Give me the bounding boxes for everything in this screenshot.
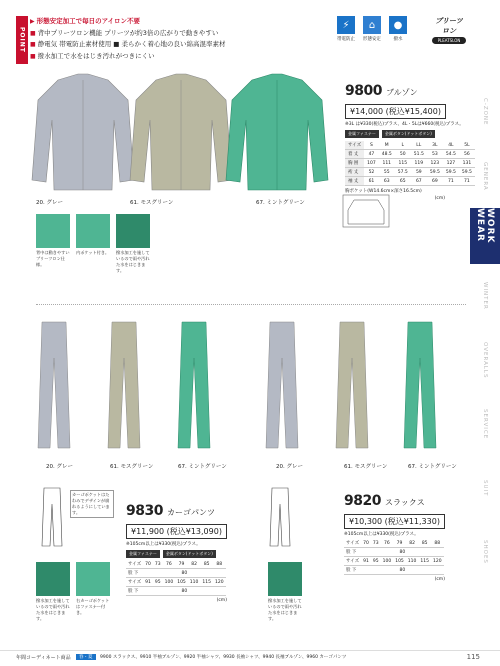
table-cell: 48.5 bbox=[379, 150, 395, 159]
table-row bbox=[126, 587, 226, 596]
feature-text: 背中プリーツロン機能 プリーツが約3倍の広がりで動きやすい bbox=[37, 28, 219, 37]
cargo-note-box bbox=[70, 490, 114, 518]
table-cell: L bbox=[395, 141, 411, 150]
table-cell: 110 bbox=[407, 558, 417, 564]
detail-photo bbox=[76, 214, 110, 248]
table-cell: 80 bbox=[143, 569, 225, 578]
detail-text: 撥水加工を施しているので雨や汚れた水をはじきます。 bbox=[36, 598, 70, 621]
feature-points bbox=[30, 16, 320, 62]
color-caption: 67. ミントグリーン bbox=[256, 200, 305, 206]
table-cell: 股 下 bbox=[126, 569, 143, 578]
table-row bbox=[345, 168, 475, 177]
table-row bbox=[345, 150, 475, 159]
table-cell: 82 bbox=[406, 539, 419, 548]
point-tab: POINT bbox=[16, 16, 28, 64]
table-cell: 71 bbox=[443, 177, 459, 186]
feature-text: 形態安定加工で毎日のアイロン不要 bbox=[36, 17, 141, 25]
shape-stable-badge bbox=[362, 16, 382, 42]
pants-grey bbox=[38, 322, 70, 448]
product-name: カーゴパンツ bbox=[166, 508, 215, 517]
product-price: ¥10,300 (税込¥11,330) bbox=[344, 514, 445, 529]
brand-name: プリーツロン bbox=[435, 17, 463, 35]
table-cell: 115 bbox=[202, 579, 211, 585]
brand-sub: PLEATSLON bbox=[432, 37, 466, 44]
jacket-detail-row bbox=[36, 214, 150, 274]
table-cell: 120 bbox=[214, 579, 224, 585]
season-tag: 春・夏 bbox=[76, 654, 96, 660]
jacket-mint-image bbox=[222, 70, 332, 200]
water-drop-icon: ● bbox=[389, 16, 407, 34]
pants-moss bbox=[108, 322, 140, 448]
table-cell: 股 下 bbox=[344, 566, 361, 575]
table-row bbox=[344, 539, 444, 548]
slacks-moss bbox=[336, 322, 368, 448]
page-footer bbox=[0, 650, 500, 666]
table-cell: 73 bbox=[372, 540, 379, 546]
table-cell: 115 bbox=[420, 558, 429, 564]
table-cell: 59 bbox=[411, 168, 427, 177]
table-cell: 着 丈 bbox=[345, 150, 364, 159]
unit-label: (cm) bbox=[434, 196, 445, 201]
spec-tag: 金属ファスナー bbox=[126, 550, 160, 558]
size-table bbox=[344, 539, 444, 575]
slacks-grey bbox=[266, 322, 298, 448]
table-cell: サイズ bbox=[344, 557, 361, 566]
table-cell: 115 bbox=[395, 159, 411, 168]
detail-photo bbox=[76, 562, 110, 596]
table-cell: 47 bbox=[364, 150, 379, 159]
table-cell: 胸 囲 bbox=[345, 159, 364, 168]
table-cell: サイズ bbox=[126, 578, 143, 587]
color-caption: 67. ミントグリーン bbox=[178, 464, 227, 470]
table-cell: 59.5 bbox=[459, 168, 475, 177]
slacks-gallery bbox=[262, 318, 462, 458]
table-cell: 91 bbox=[363, 558, 369, 564]
slacks-schematic bbox=[268, 486, 292, 548]
detail-item bbox=[116, 214, 150, 274]
jacket-moss-image bbox=[126, 70, 236, 200]
brand-logo bbox=[432, 16, 466, 44]
table-cell: 105 bbox=[177, 579, 186, 585]
product-9820-spec bbox=[344, 490, 445, 582]
product-name: ブルゾン bbox=[385, 88, 418, 97]
cargo-note: カーゴポケットはたわみでデザインが崩れるようにしています。 bbox=[70, 490, 114, 518]
table-cell: LL bbox=[411, 141, 427, 150]
table-cell: S bbox=[364, 141, 379, 150]
table-cell: サイズ bbox=[346, 541, 360, 546]
table-row bbox=[126, 569, 226, 578]
detail-text: 右カーゴポケットはファスナー付き。 bbox=[76, 598, 110, 615]
table-cell: 79 bbox=[393, 539, 406, 548]
table-cell: 3L bbox=[427, 141, 443, 150]
pocket-note: 胸ポケット(W14.6cm×深さ16.5cm) bbox=[345, 189, 422, 194]
table-row bbox=[344, 557, 444, 566]
table-cell: 85 bbox=[418, 539, 431, 548]
slacks-mint bbox=[404, 322, 436, 448]
table-cell: 111 bbox=[379, 159, 395, 168]
bullet-icon: ■ bbox=[30, 29, 36, 37]
bullet-icon: ■ bbox=[30, 41, 36, 48]
detail-item bbox=[76, 214, 110, 274]
table-cell: 76 bbox=[381, 539, 394, 548]
feature-icons bbox=[336, 16, 408, 42]
detail-item bbox=[36, 562, 70, 622]
table-cell: 65 bbox=[395, 177, 411, 186]
detail-photo bbox=[36, 214, 70, 248]
product-code: 9800 bbox=[345, 83, 382, 99]
table-cell: 105 bbox=[395, 558, 404, 564]
size-table bbox=[345, 141, 475, 186]
table-row bbox=[345, 159, 475, 168]
table-cell: 股 下 bbox=[126, 587, 143, 596]
feature-point bbox=[30, 51, 320, 63]
unit-label: (cm) bbox=[216, 598, 227, 603]
table-cell: 73 bbox=[154, 561, 161, 567]
price-note: ※105cm以上は¥330(税込)プラス。 bbox=[126, 542, 201, 547]
detail-photo bbox=[36, 562, 70, 596]
water-repellent-badge bbox=[388, 16, 408, 42]
product-code: 9820 bbox=[344, 493, 381, 509]
arrow-icon: ▶ bbox=[30, 18, 35, 25]
color-caption: 20. グレー bbox=[36, 200, 63, 206]
color-caption: 61. モスグリーン bbox=[130, 200, 174, 206]
table-cell: 53 bbox=[427, 150, 443, 159]
tab-overalls[interactable] bbox=[470, 328, 500, 392]
table-cell: 67 bbox=[411, 177, 427, 186]
feature-text: 撥水加工で水をはじき汚れがつきにくい bbox=[37, 51, 155, 60]
detail-item bbox=[268, 562, 302, 622]
tab-label: SUIT bbox=[482, 479, 488, 497]
table-cell: 裄 丈 bbox=[345, 168, 364, 177]
slacks-detail-row bbox=[268, 562, 302, 622]
antistatic-badge bbox=[336, 16, 356, 42]
table-cell: サイズ bbox=[345, 141, 364, 150]
table-row bbox=[345, 177, 475, 186]
table-cell: 119 bbox=[411, 159, 427, 168]
table-cell: 95 bbox=[372, 558, 379, 564]
table-cell: 57.5 bbox=[395, 168, 411, 177]
jacket-back-schematic bbox=[342, 194, 390, 228]
table-cell: 61 bbox=[364, 177, 379, 186]
table-cell: 55 bbox=[379, 168, 395, 177]
table-row bbox=[126, 578, 226, 587]
detail-text: 撥水加工を施しているので雨や汚れた水をはじきます。 bbox=[116, 250, 150, 273]
table-cell: 50 bbox=[395, 150, 411, 159]
pants-detail-row bbox=[36, 562, 110, 622]
product-9830-spec bbox=[126, 500, 227, 603]
tab-label: WINTER bbox=[482, 282, 488, 310]
table-cell: 76 bbox=[163, 560, 176, 569]
detail-item bbox=[76, 562, 110, 622]
tab-label: WORK WEAR bbox=[475, 208, 495, 244]
table-cell: 88 bbox=[213, 560, 226, 569]
table-row bbox=[345, 141, 475, 150]
table-cell: 123 bbox=[427, 159, 443, 168]
size-table bbox=[126, 560, 226, 596]
spec-tag: 金属ファスナー bbox=[345, 130, 379, 138]
table-cell: サイズ bbox=[128, 562, 142, 567]
tab-label: C-ZONE bbox=[482, 98, 488, 126]
table-cell: 127 bbox=[443, 159, 459, 168]
feature-text: 静電気 帯電防止素材使用 ■ 柔らかく着心地の良い綿高混率素材 bbox=[37, 40, 226, 48]
cargo-pants-gallery bbox=[36, 318, 236, 458]
tab-label: OVERALLS bbox=[482, 341, 488, 379]
table-cell: 80 bbox=[361, 548, 443, 557]
color-caption: 61. モスグリーン bbox=[110, 464, 154, 470]
jacket-gallery bbox=[28, 70, 328, 210]
table-cell: 59.5 bbox=[443, 168, 459, 177]
cargo-schematic bbox=[40, 486, 64, 548]
table-cell: 100 bbox=[382, 558, 392, 564]
table-cell: 110 bbox=[189, 579, 199, 585]
table-cell: 79 bbox=[175, 560, 188, 569]
tab-work-wear[interactable] bbox=[470, 208, 500, 264]
color-caption: 61. モスグリーン bbox=[344, 464, 388, 470]
table-cell: 88 bbox=[431, 539, 444, 548]
tab-label: SERVICE bbox=[482, 408, 488, 440]
table-cell: M bbox=[379, 141, 395, 150]
table-cell: 82 bbox=[188, 560, 201, 569]
footer-title: 年間コーディネート商品 bbox=[16, 655, 71, 661]
product-9800-spec bbox=[345, 80, 475, 201]
table-cell: 70 bbox=[363, 540, 369, 546]
tab-label: GENERA bbox=[482, 161, 488, 191]
product-price: ¥11,900 (税込¥13,090) bbox=[126, 524, 227, 539]
feature-point bbox=[30, 16, 320, 28]
table-cell: 91 bbox=[145, 579, 151, 585]
table-cell: 股 下 bbox=[344, 548, 361, 557]
table-cell: 107 bbox=[364, 159, 379, 168]
product-price: ¥14,000 (税込¥15,400) bbox=[345, 104, 446, 119]
lightning-icon: ⚡ bbox=[337, 16, 355, 34]
table-cell: 54.5 bbox=[443, 150, 459, 159]
table-cell: 95 bbox=[154, 579, 161, 585]
table-cell: 131 bbox=[459, 159, 475, 168]
icon-label: 撥水 bbox=[393, 37, 403, 42]
feature-point bbox=[30, 28, 320, 40]
detail-text: 内ポケット付き。 bbox=[76, 250, 110, 255]
pants-mint bbox=[178, 322, 210, 448]
price-note: ※105cm以上は¥330(税込)プラス。 bbox=[344, 532, 419, 537]
table-row bbox=[344, 548, 444, 557]
detail-text: 背中は動きやすいプリーツロン仕様。 bbox=[36, 250, 70, 267]
color-caption: 20. グレー bbox=[46, 464, 73, 470]
product-name: スラックス bbox=[384, 498, 425, 507]
feature-point bbox=[30, 39, 320, 51]
table-cell: 59.5 bbox=[427, 168, 443, 177]
table-cell: 69 bbox=[427, 177, 443, 186]
page-number: 115 bbox=[466, 653, 480, 661]
tab-suit[interactable] bbox=[470, 456, 500, 520]
icon-label: 形態安定 bbox=[363, 37, 381, 42]
table-cell: 100 bbox=[164, 579, 174, 585]
tab-label: SHOES bbox=[482, 540, 488, 564]
product-code: 9830 bbox=[126, 503, 163, 519]
price-note: ※3L は¥330(税込)プラス、4L・5Lは¥660(税込)プラス。 bbox=[345, 122, 464, 127]
table-cell: 52 bbox=[364, 168, 379, 177]
table-cell: 120 bbox=[432, 558, 442, 564]
table-cell: 51.5 bbox=[411, 150, 427, 159]
table-row bbox=[126, 560, 226, 569]
table-cell: 70 bbox=[145, 561, 151, 567]
table-cell: 袖 丈 bbox=[345, 177, 364, 186]
color-caption: 67. ミントグリーン bbox=[408, 464, 457, 470]
jacket-grey-image bbox=[28, 70, 138, 200]
color-caption: 20. グレー bbox=[276, 464, 303, 470]
detail-text: 撥水加工を施しているので雨や汚れた水をはじきます。 bbox=[268, 598, 302, 621]
table-cell: 80 bbox=[143, 587, 225, 596]
table-cell: 5L bbox=[459, 141, 475, 150]
table-cell: 63 bbox=[379, 177, 395, 186]
table-cell: 80 bbox=[361, 566, 443, 575]
icon-label: 帯電防止 bbox=[337, 37, 355, 42]
unit-label: (cm) bbox=[434, 577, 445, 582]
detail-item bbox=[36, 214, 70, 274]
shirt-icon: ⌂ bbox=[363, 16, 381, 34]
table-cell: 4L bbox=[443, 141, 459, 150]
table-row bbox=[344, 566, 444, 575]
tab-service[interactable] bbox=[470, 392, 500, 456]
table-cell: 85 bbox=[200, 560, 213, 569]
tab-shoes[interactable] bbox=[470, 520, 500, 584]
spec-tag: 金属ボタン(ドットボタン) bbox=[163, 550, 216, 558]
detail-photo bbox=[268, 562, 302, 596]
table-cell: 56 bbox=[459, 150, 475, 159]
footer-text: 9900 スラックス、9910 半袖ブルゾン、9920 半袖シャツ、9930 長袖シャツ、9940 長袖ブルゾン、9960 カーゴパンツ bbox=[100, 655, 347, 660]
divider bbox=[36, 304, 466, 305]
table-cell: 71 bbox=[459, 177, 475, 186]
bullet-icon: ■ bbox=[30, 52, 36, 60]
tab-winter[interactable] bbox=[470, 264, 500, 328]
detail-photo bbox=[116, 214, 150, 248]
spec-tag: 金属ボタン(ドットボタン) bbox=[382, 130, 435, 138]
